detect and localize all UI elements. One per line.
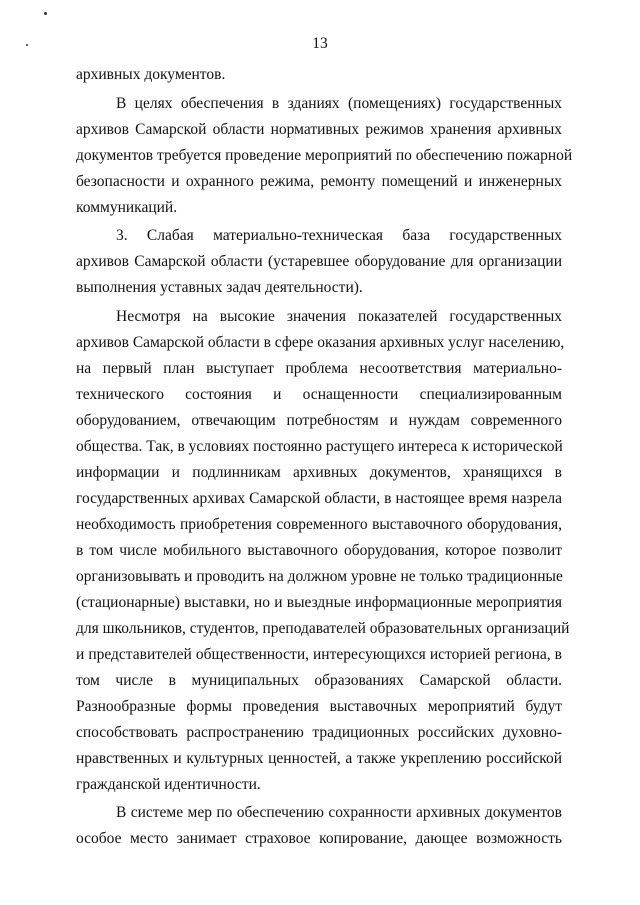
text-line: безопасности и охранного режима, ремонту помещений и инженерных [76,173,562,190]
text-line: гражданской идентичности. [76,776,261,793]
text-line: особое место занимает страховое копирование, дающее возможность [76,830,562,847]
text-line: оборудованием, отвечающим потребностям и нуждам современного [76,412,562,429]
text-line: необходимость приобретения современного выставочного оборудования, [76,516,562,533]
text-line: информации и подлинникам архивных документов, хранящихся в [76,464,562,481]
text-line: архивов Самарской области нормативных режимов хранения архивных [76,121,562,138]
text-line: Несмотря на высокие значения показателей государственных [116,308,562,325]
text-line: документов требуется проведение мероприятий по обеспечению пожарной [76,147,573,164]
text-line: организовывать и проводить на должном уровне не только традиционные [76,568,563,585]
text-line: технического состояния и оснащенности специализированным [76,386,562,403]
text-line: выполнения уставных задач деятельности). [76,279,363,296]
text-line: в том числе мобильного выставочного оборудования, которое позволит [76,542,562,559]
text-line: 3. Слабая материально-техническая база государственных [116,227,562,244]
text-line: коммуникаций. [76,199,178,216]
text-line: общества. Так, в условиях постоянно растущего интереса к исторической [76,438,563,455]
text-line: способствовать распространению традиционных российских духовно- [76,724,562,741]
text-line: и представителей общественности, интересующихся историей региона, в [76,646,562,663]
text-line: для школьников, студентов, преподавателей образовательных организаций [76,620,570,637]
text-line: на первый план выступает проблема несоответствия материально- [76,360,562,377]
text-line: государственных архивах Самарской области, в настоящее время назрела [76,490,562,507]
scan-speck [44,12,47,15]
text-line: В целях обеспечения в зданиях (помещениях) государственных [116,95,562,112]
text-line: архивных документов. [76,66,226,83]
text-line: В системе мер по обеспечению сохранности архивных документов [116,804,562,821]
text-line: том числе в муниципальных образованиях Самарской области. [76,672,562,689]
text-line: Разнообразные формы проведения выставочных мероприятий будут [76,698,562,715]
text-line: архивов Самарской области в сфере оказания архивных услуг населению, [76,334,565,351]
text-line: архивов Самарской области (устаревшее оборудование для организации [76,253,562,270]
text-line: (стационарные) выставки, но и выездные информационные мероприятия [76,594,562,611]
page-number: 13 [312,35,328,52]
text-line: нравственных и культурных ценностей, а также укреплению российской [76,750,562,767]
